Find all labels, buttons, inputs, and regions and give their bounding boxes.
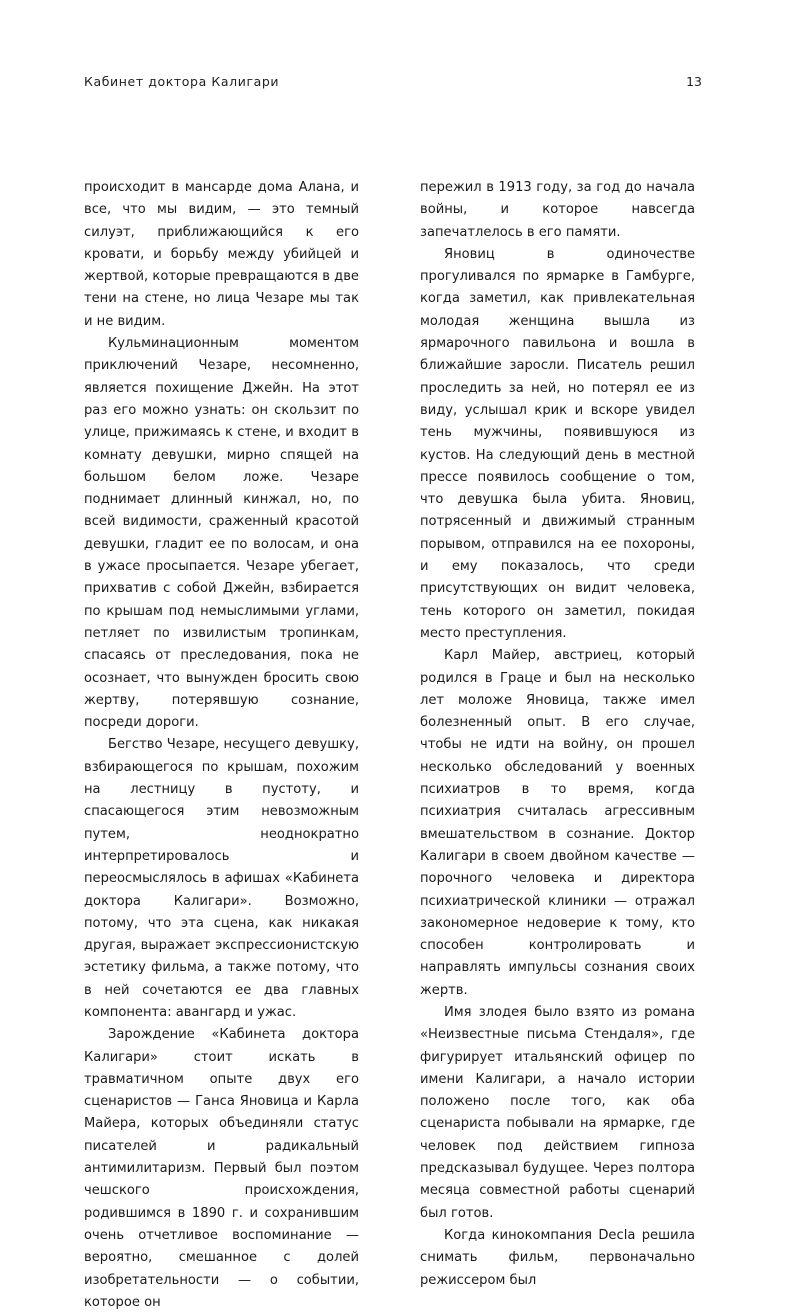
- paragraph: Яновиц в одиночестве прогуливался по ярмарке в Гамбурге, когда заметил, как привлекательная молодая женщина вышла из ярмарочного павильона и вошла в ближайшие заросли. Писатель решил проследить за ней, но потерял ее из виду, услышал крик и вскоре увидел тень мужчины, появившуюся из кустов. На следующий день в местной прессе появилось сообщение о том, что девушка была убита. Яновиц, потрясенный и движимый странным порывом, отправился на ее похороны, и ему показалось, что среди присутствующих он видит человека, тень которого он заметил, покидая место преступления.: [420, 246, 695, 641]
- right-text-column: [420, 177, 695, 1292]
- paragraph: Бегство Чезаре, несущего девушку, взбирающегося по крышам, похожим на лестницу в пустоту, и спасающегося этим невозможным путем, неоднократно интерпретировалось и переосмыслялось в афишах «Кабинета доктора Калигари». Возможно, потому, что эта сцена, как никакая другая, выражает экспрессионистскую эстетику фильма, а также потому, что в ней сочетаются ее два главных компонента: авангард и ужас.: [84, 737, 359, 1020]
- paragraph: Когда кинокомпания Decla решила снимать фильм, первоначально режиссером был: [420, 1227, 695, 1288]
- running-head-title: Кабинет доктора Калигари: [84, 74, 280, 89]
- paragraph: происходит в мансарде дома Алана, и все, что мы видим, — это темный силуэт, приближающийся к его кровати, и борьбу между убийцей и жертвой, которые превращаются в две тени на стене, но лица Чезаре мы так и не видим.: [84, 180, 359, 329]
- left-text-column: [84, 177, 359, 1314]
- page-number: 13: [686, 74, 702, 89]
- paragraph: пережил в 1913 году, за год до начала войны, и которое навсегда запечатлелось в его памяти.: [420, 180, 695, 240]
- paragraph: Имя злодея было взято из романа «Неизвестные письма Стендаля», где фигурирует итальянский офицер по имени Калигари, а начало истории положено после того, как оба сценариста побывали на ярмарке, где человек под действием гипноза предсказывал будущее. Через полтора месяца совместной работы сценарий был готов.: [420, 1004, 695, 1221]
- paragraph: Кульминационным моментом приключений Чезаре, несомненно, является похищение Джейн. На этот раз его можно узнать: он скользит по улице, прижимаясь к стене, и входит в комнату девушки, мирно спящей на большом белом ложе. Чезаре поднимает длинный кинжал, но, по всей видимости, сраженный красотой девушки, гладит ее по волосам, и она в ужасе просыпается. Чезаре убегает, прихватив с собой Джейн, взбирается по крышам под немыслимыми углами, петляет по извилистым тропинкам, спасаясь от преследования, пока не осознает, что вынужден бросить свою жертву, потерявшую сознание, посреди дороги.: [84, 336, 359, 731]
- paragraph: Зарождение «Кабинета доктора Калигари» стоит искать в травматичном опыте двух его сценаристов — Ганса Яновица и Карла Майера, которых объединяли статус писателей и радикальный антимилитаризм. Первый был поэтом чешского происхождения, родившимся в 1890 г. и сохранившим очень отчетливое воспоминание — вероятно, смешанное с долей изобретательности — о событии, которое он: [84, 1027, 359, 1310]
- paragraph: Карл Майер, австриец, который родился в Граце и был на несколько лет моложе Яновица, также имел болезненный опыт. В его случае, чтобы не идти на войну, он прошел несколько обследований у военных психиатров в то время, когда психиатрия считалась агрессивным вмешательством в сознание. Доктор Калигари в своем двойном качестве — порочного человека и директора психиатрической клиники — отражал закономерное недоверие к тому, кто способен контролировать и направлять импульсы сознания своих жертв.: [420, 648, 695, 998]
